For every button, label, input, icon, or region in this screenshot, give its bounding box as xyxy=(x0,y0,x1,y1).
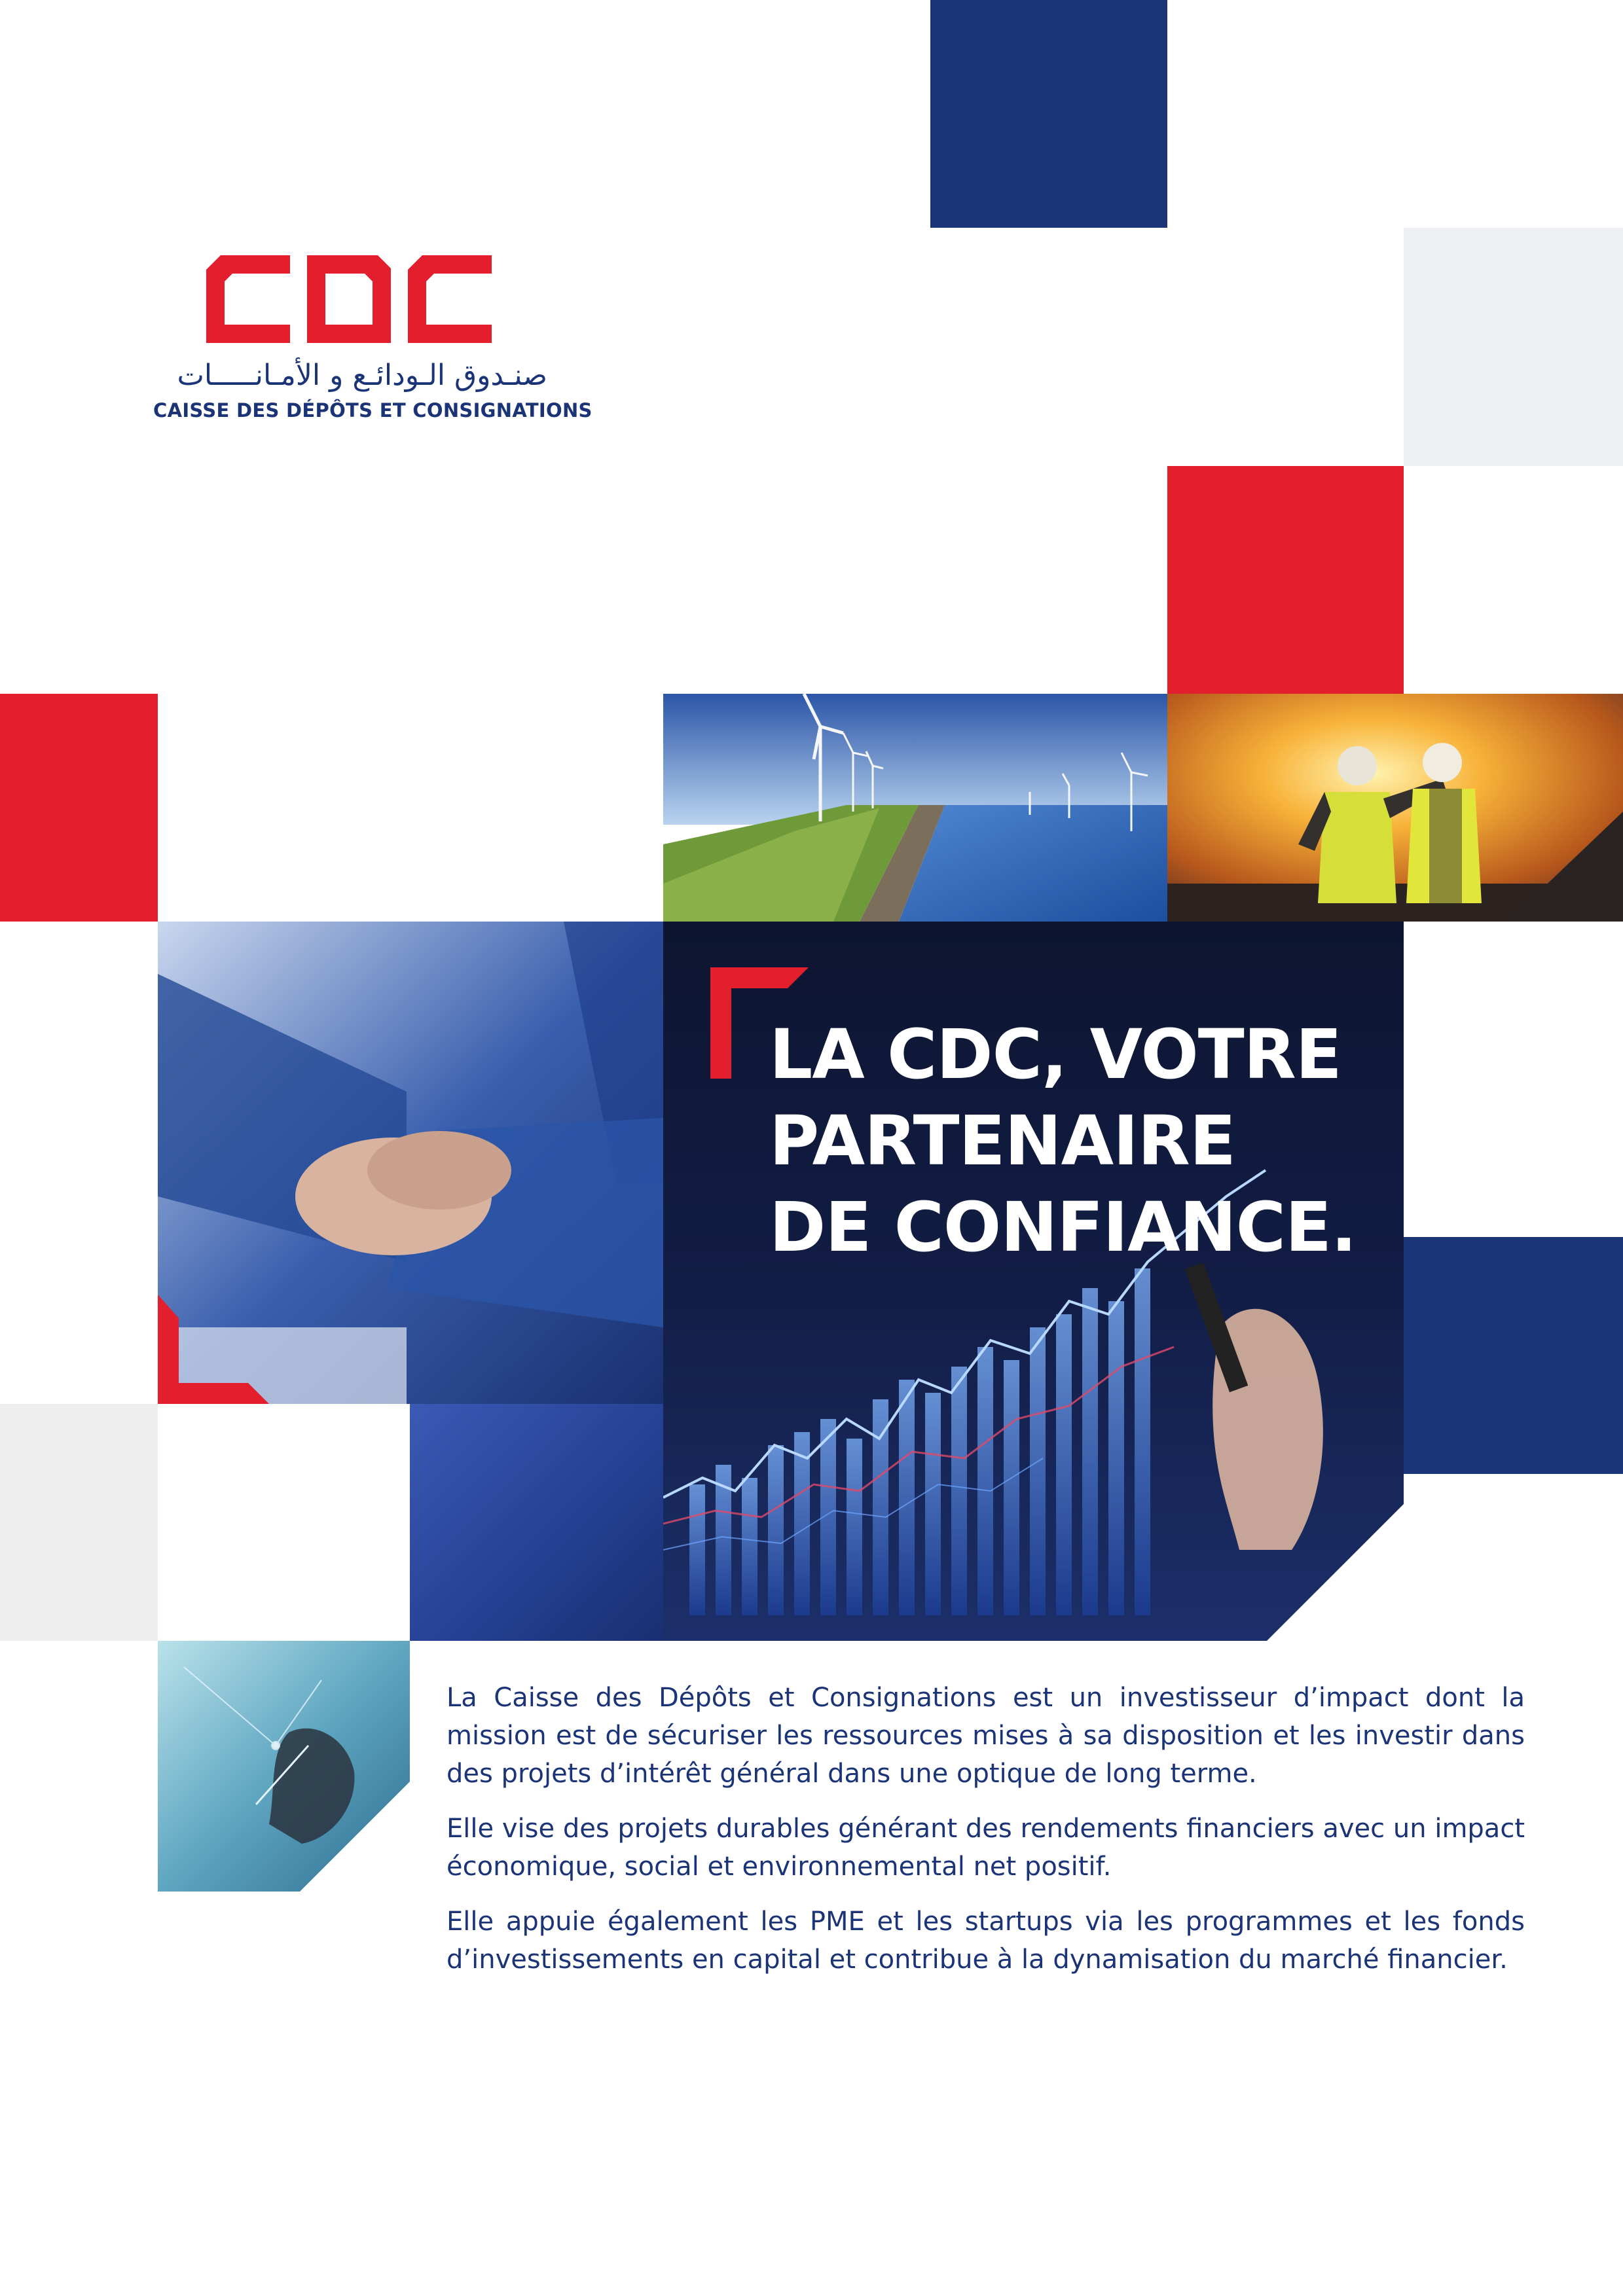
headline-line-1: LA CDC, VOTRE xyxy=(769,1014,1341,1094)
headline-line-2: PARTENAIRE xyxy=(769,1101,1235,1181)
red-block-left xyxy=(0,694,158,922)
engineers-sunset-photo xyxy=(1167,694,1623,922)
navy-block-middle-right xyxy=(1404,1237,1623,1474)
navy-gradient-block xyxy=(410,1404,663,1641)
grey-block-right xyxy=(1404,228,1623,466)
cdc-logo-icon xyxy=(206,255,492,343)
red-block-right xyxy=(1167,466,1404,694)
white-block-left xyxy=(158,1404,410,1641)
navy-block-top xyxy=(930,0,1167,228)
body-text xyxy=(447,1679,1525,1996)
logo-arabic-name: صنـدوق الـودائـع و الأمـانـــــات xyxy=(177,359,547,392)
body-paragraph-2: Elle vise des projets durables générant des rendements financiers avec un impact économique, social et environnemental net positif. xyxy=(447,1814,1525,1882)
cdc-logo-mark xyxy=(206,255,492,343)
red-corner-bracket-left xyxy=(158,1295,269,1404)
wind-farm-photo xyxy=(663,694,1167,922)
headline-line-3: DE CONFIANCE. xyxy=(769,1187,1357,1267)
grey-block-left xyxy=(0,1404,158,1641)
headline xyxy=(769,1011,1398,1270)
logo-french-name: CAISSE DES DÉPÔTS ET CONSIGNATIONS xyxy=(153,399,593,422)
body-paragraph-3: Elle appuie également les PME et les startups via les programmes et les fonds d’investissements en capital et contribue à la dynamisation du marché financier. xyxy=(447,1907,1525,1975)
body-paragraph-1: La Caisse des Dépôts et Consignations est un investisseur d’impact dont la mission est de sécuriser les ressources mises à sa disposition et les investir dans des projets d’intérêt général dans une optique de long terme. xyxy=(447,1683,1525,1789)
tablet-hand-photo xyxy=(158,1641,410,1892)
